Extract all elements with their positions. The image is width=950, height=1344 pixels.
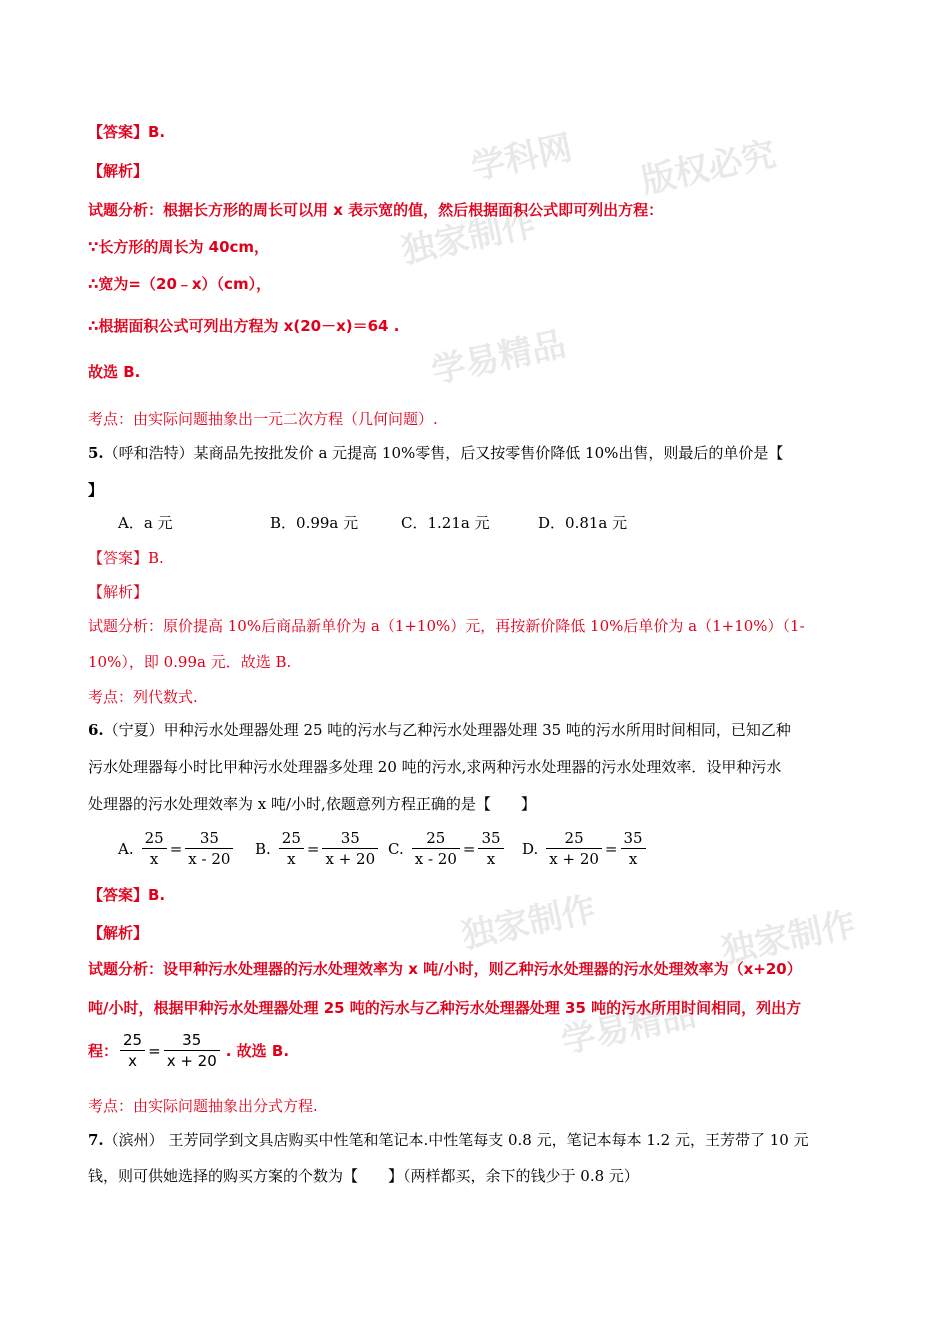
- fraction: $\frac{35}{x}$: [621, 828, 646, 869]
- q6-stem-line2: 污水处理器每小时比甲种污水处理器多处理 20 吨的污水,求两种污水处理器的污水处理效率．设甲种污水: [88, 758, 782, 776]
- watermark: 版权必究: [638, 134, 780, 202]
- fraction: $\frac{35}{x + 20}$: [164, 1030, 220, 1071]
- q4-analysis-label: 【解析】: [88, 162, 149, 180]
- question-number: 5.: [88, 444, 104, 462]
- equals-sign: =: [462, 839, 476, 858]
- q4-analysis-line: 试题分析：根据长方形的周长可以用 x 表示宽的值，然后根据面积公式即可列出方程：: [88, 201, 664, 219]
- equals-sign: =: [306, 839, 320, 858]
- option-label: B.: [255, 839, 271, 858]
- q5-answer-label: 【答案】B.: [88, 549, 164, 567]
- q6-stem-text: （宁夏）甲种污水处理器处理 25 吨的污水与乙种污水处理器处理 35 吨的污水所用时间相同，已知乙种: [103, 721, 791, 739]
- watermark: 独家制作: [458, 889, 600, 957]
- q6-stem-line3: 处理器的污水处理效率为 x 吨/小时,依题意列方程正确的是【 】: [88, 795, 536, 813]
- q5-stem-line2: 】: [88, 481, 104, 499]
- fraction: $\frac{25}{x}$: [279, 828, 304, 869]
- q6-analysis-label: 【解析】: [88, 924, 149, 942]
- watermark: 学易精品: [428, 324, 570, 392]
- q6-analysis-line: 试题分析：设甲种污水处理器的污水处理效率为 x 吨/小时，则乙种污水处理器的污水处理效率为（x+20）: [88, 960, 802, 978]
- question-number: 7.: [88, 1131, 104, 1149]
- q4-analysis-line: ∴根据面积公式可列出方程为 x(20－x)＝64 .: [88, 317, 400, 335]
- q5-stem-text: （呼和浩特）某商品先按批发价 a 元提高 10%零售，后又按零售价降低 10%出售，则最后的单价是【: [103, 444, 784, 462]
- question-number: 6.: [88, 721, 104, 739]
- watermark: 独家制作: [718, 904, 860, 972]
- q5-kaodian: 考点：列代数式.: [88, 688, 198, 706]
- q6-option-d: [522, 828, 648, 869]
- analysis-suffix: . 故选 B.: [225, 1041, 290, 1060]
- fraction: $\frac{25}{x}$: [120, 1030, 145, 1071]
- q5-option-d: D．0.81a 元: [538, 514, 628, 532]
- q5-option-a: A．a 元: [118, 514, 173, 532]
- option-label: A.: [118, 839, 134, 858]
- q6-option-b: [255, 828, 380, 869]
- q6-stem: [88, 719, 791, 741]
- q6-option-a: [118, 828, 235, 869]
- watermark: 学易精品: [558, 994, 700, 1062]
- analysis-prefix: 程：: [88, 1041, 119, 1060]
- option-label: D.: [522, 839, 539, 858]
- fraction: $\frac{25}{x + 20}$: [546, 828, 602, 869]
- q6-analysis-line: 吨/小时，根据甲种污水处理器处理 25 吨的污水与乙种污水处理器处理 35 吨的污水所用时间相同，列出方: [88, 999, 802, 1017]
- q5-analysis-label: 【解析】: [88, 583, 149, 601]
- q4-analysis-line: ∴宽为=（20﹣x）（cm），: [88, 275, 272, 293]
- fraction: $\frac{35}{x + 20}$: [322, 828, 378, 869]
- fraction: $\frac{25}{x - 20}$: [412, 828, 460, 869]
- q4-kaodian: 考点：由实际问题抽象出一元二次方程（几何问题）.: [88, 410, 438, 428]
- q4-analysis-line: ∵长方形的周长为 40cm，: [88, 238, 270, 256]
- q5-analysis-line: 10%），即 0.99a 元．故选 B.: [88, 653, 292, 671]
- q5-stem: [88, 442, 783, 464]
- fraction: $\frac{35}{x - 20}$: [185, 828, 233, 869]
- q5-option-b: B．0.99a 元: [270, 514, 359, 532]
- equals-sign: =: [148, 1041, 161, 1060]
- q7-stem: [88, 1129, 809, 1151]
- q6-option-c: [388, 828, 506, 869]
- fraction: $\frac{25}{x}$: [142, 828, 167, 869]
- equals-sign: =: [169, 839, 183, 858]
- q4-analysis-line: 故选 B.: [88, 363, 141, 381]
- q5-analysis-line: 试题分析：原价提高 10%后商品新单价为 a（1+10%）元，再按新价降低 10%后单价为 a（1+10%）（1-: [88, 617, 805, 635]
- q5-option-c: C．1.21a 元: [401, 514, 490, 532]
- q4-answer-label: 【答案】B.: [88, 123, 166, 141]
- option-label: C.: [388, 839, 404, 858]
- q6-answer-label: 【答案】B.: [88, 886, 166, 904]
- q7-stem-line2: 钱，则可供她选择的购买方案的个数为【 】（两样都买，余下的钱少于 0.8 元）: [88, 1167, 639, 1185]
- fraction: $\frac{35}{x}$: [478, 828, 503, 869]
- q7-stem-text: （滨州） 王芳同学到文具店购买中性笔和笔记本.中性笔每支 0.8 元，笔记本每本 1.2 元，王芳带了 10 元: [103, 1131, 809, 1149]
- q6-kaodian: 考点：由实际问题抽象出分式方程.: [88, 1097, 318, 1115]
- equals-sign: =: [604, 839, 618, 858]
- q6-analysis-line3: [88, 1030, 289, 1071]
- watermark: 学科网: [467, 127, 576, 189]
- watermark: 独家制作: [398, 204, 540, 272]
